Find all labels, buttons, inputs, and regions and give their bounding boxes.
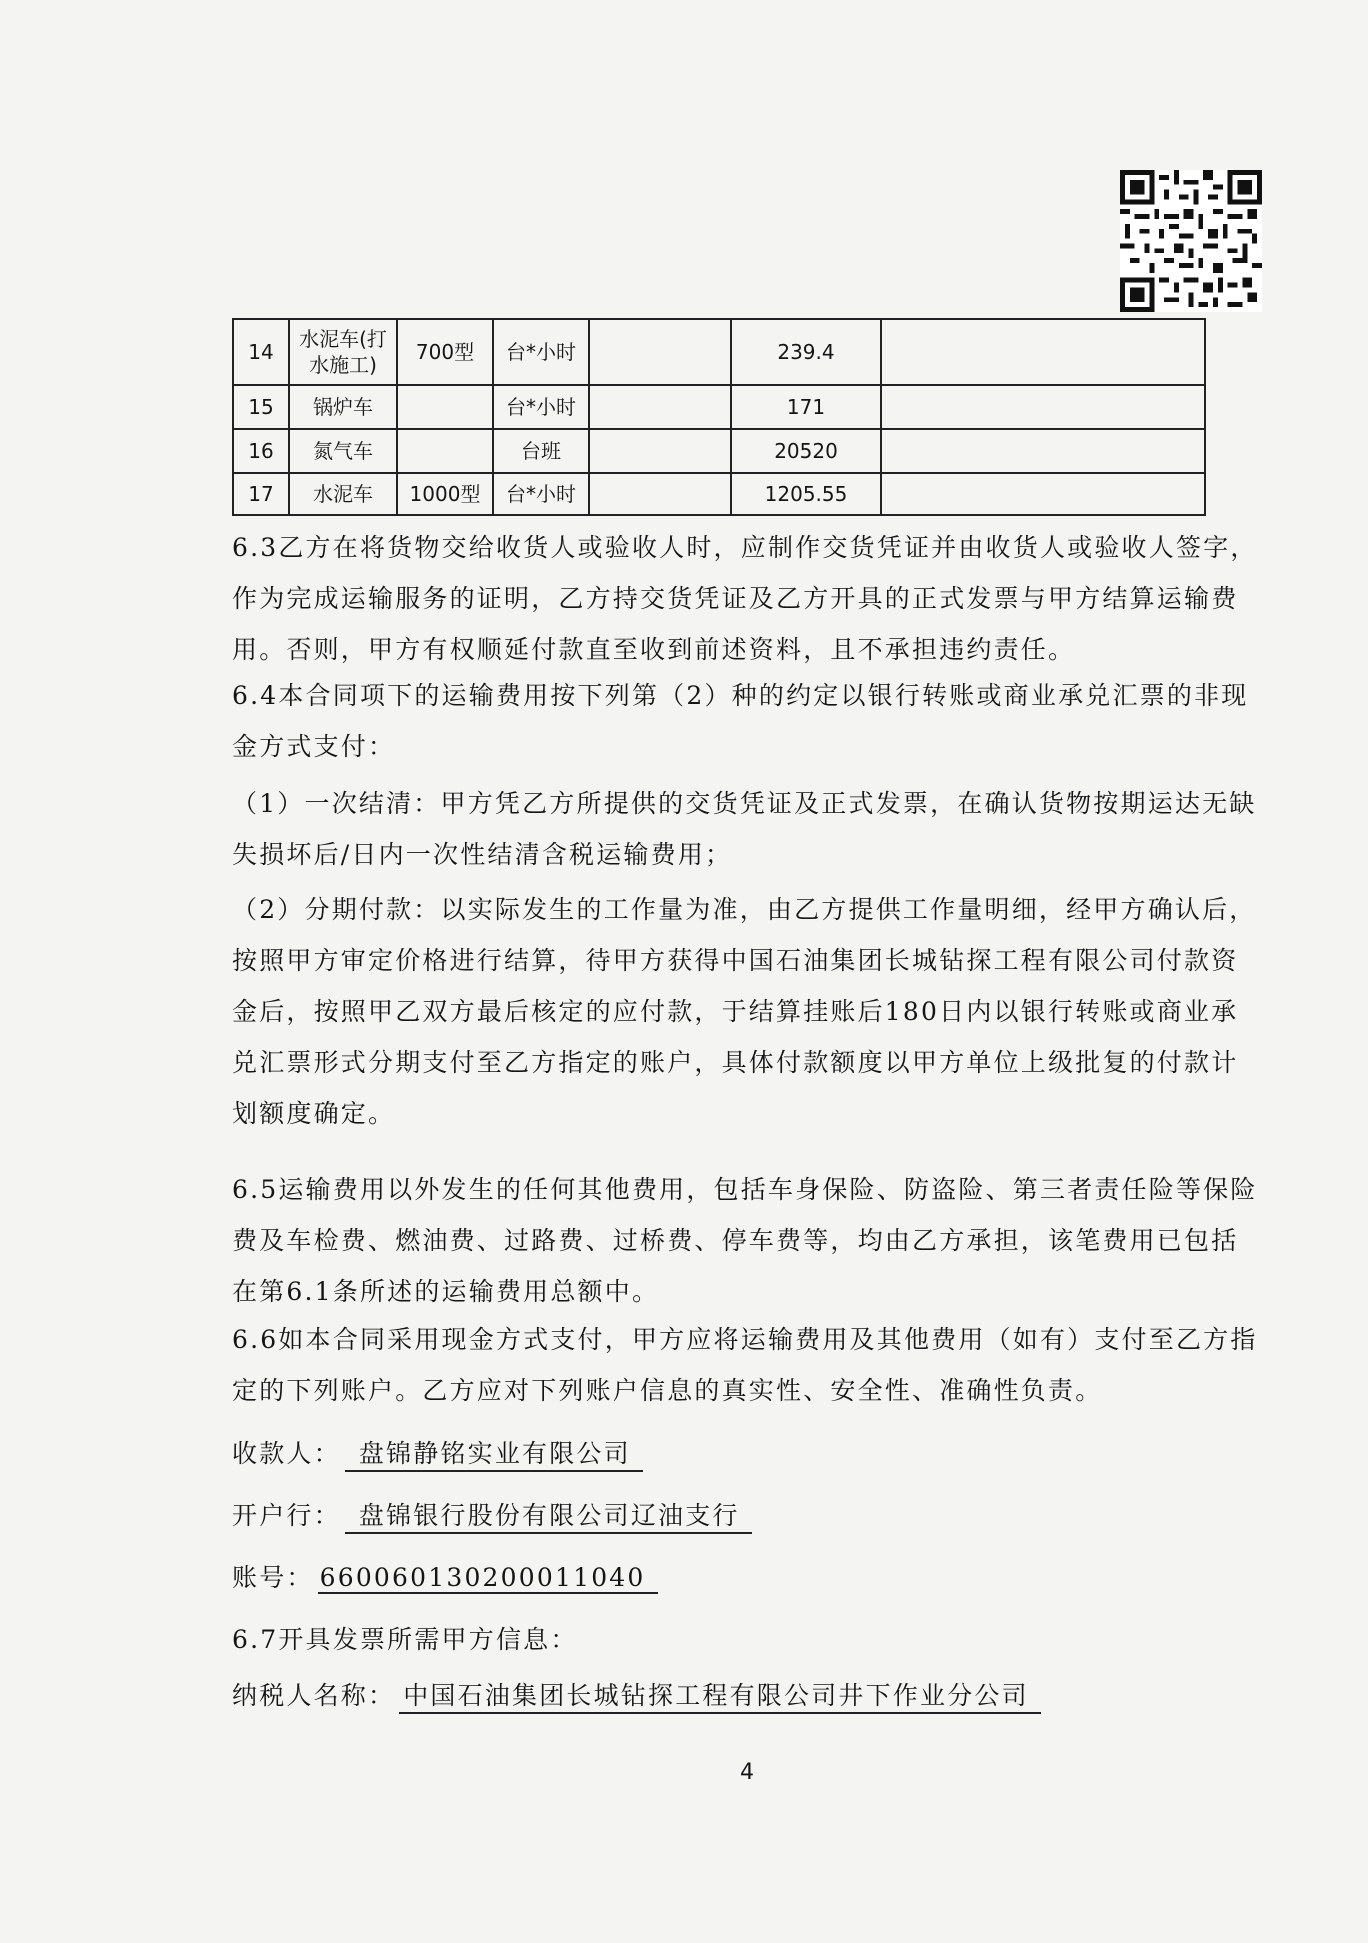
- unit-price: 239.4: [731, 319, 881, 385]
- payee-line: [232, 1434, 643, 1472]
- row-number: 16: [233, 429, 289, 473]
- note-cell: [881, 429, 1205, 473]
- vehicle-model: 700型: [397, 319, 493, 385]
- account-label: 账号：: [232, 1563, 314, 1592]
- row-number: 17: [233, 473, 289, 515]
- account-line: [232, 1558, 658, 1594]
- taxpayer-value: 中国石油集团长城钻探工程有限公司井下作业分公司: [399, 1676, 1041, 1714]
- unit: 台*小时: [493, 319, 589, 385]
- row-number: 14: [233, 319, 289, 385]
- blank-cell: [589, 319, 731, 385]
- payee-value: 盘锦静铭实业有限公司: [345, 1434, 643, 1472]
- table-row: [233, 385, 1205, 429]
- bank-value: 盘锦银行股份有限公司辽油支行: [345, 1496, 752, 1534]
- vehicle-model: [397, 385, 493, 429]
- taxpayer-line: [232, 1676, 1041, 1714]
- clause-6-4: 6.4本合同项下的运输费用按下列第（2）种的约定以银行转账或商业承兑汇票的非现金方式支付：: [232, 681, 1249, 761]
- vehicle-name: 水泥车(打水施工): [289, 319, 397, 385]
- row-number: 15: [233, 385, 289, 429]
- clause-6-7: 6.7开具发票所需甲方信息：: [232, 1625, 578, 1654]
- fee-table: [232, 318, 1206, 516]
- page-number: 4: [740, 1760, 754, 1785]
- clause-6-3: 6.3乙方在将货物交给收货人或验收人时，应制作交货凭证并由收货人或验收人签字，作为完成运输服务的证明，乙方持交货凭证及乙方开具的正式发票与甲方结算运输费用。否则，甲方有权顺延付款直至收到前述资料，且不承担违约责任。: [232, 533, 1258, 664]
- unit-price: 1205.55: [731, 473, 881, 515]
- table-row: [233, 473, 1205, 515]
- payee-label: 收款人：: [232, 1439, 341, 1468]
- note-cell: [881, 473, 1205, 515]
- blank-cell: [589, 385, 731, 429]
- table-row: [233, 429, 1205, 473]
- clause-6-5: 6.5运输费用以外发生的任何其他费用，包括车身保险、防盗险、第三者责任险等保险费及车检费、燃油费、过路费、过桥费、停车费等，均由乙方承担，该笔费用已包括在第6.1条所述的运输费用总额中。: [232, 1175, 1258, 1306]
- note-cell: [881, 385, 1205, 429]
- clause-6-6: 6.6如本合同采用现金方式支付，甲方应将运输费用及其他费用（如有）支付至乙方指定的下列账户。乙方应对下列账户信息的真实性、安全性、准确性负责。: [232, 1325, 1258, 1405]
- clause-6-4-option-1: （1）一次结清：甲方凭乙方所提供的交货凭证及正式发票，在确认货物按期运达无缺失损坏后/日内一次性结清含税运输费用；: [232, 789, 1257, 869]
- qr-code: [1120, 170, 1262, 312]
- unit: 台*小时: [493, 473, 589, 515]
- blank-cell: [589, 429, 731, 473]
- vehicle-model: [397, 429, 493, 473]
- bank-line: [232, 1496, 752, 1534]
- vehicle-model: 1000型: [397, 473, 493, 515]
- unit: 台班: [493, 429, 589, 473]
- table-row: [233, 319, 1205, 385]
- unit-price: 20520: [731, 429, 881, 473]
- bank-label: 开户行：: [232, 1501, 341, 1530]
- clause-6-4-option-2: （2）分期付款：以实际发生的工作量为准，由乙方提供工作量明细，经甲方确认后，按照甲方审定价格进行结算，待甲方获得中国石油集团长城钻探工程有限公司付款资金后，按照甲乙双方最后核定的应付款，于结算挂账后180日内以银行转账或商业承兑汇票形式分期支付至乙方指定的账户，具体付款额度以甲方单位上级批复的付款计划额度确定。: [232, 895, 1257, 1128]
- blank-cell: [589, 473, 731, 515]
- unit-price: 171: [731, 385, 881, 429]
- taxpayer-label: 纳税人名称：: [232, 1681, 396, 1710]
- vehicle-name: 水泥车: [289, 473, 397, 515]
- account-number: 660060130200011040: [318, 1563, 658, 1594]
- unit: 台*小时: [493, 385, 589, 429]
- vehicle-name: 氮气车: [289, 429, 397, 473]
- vehicle-name: 锅炉车: [289, 385, 397, 429]
- note-cell: [881, 319, 1205, 385]
